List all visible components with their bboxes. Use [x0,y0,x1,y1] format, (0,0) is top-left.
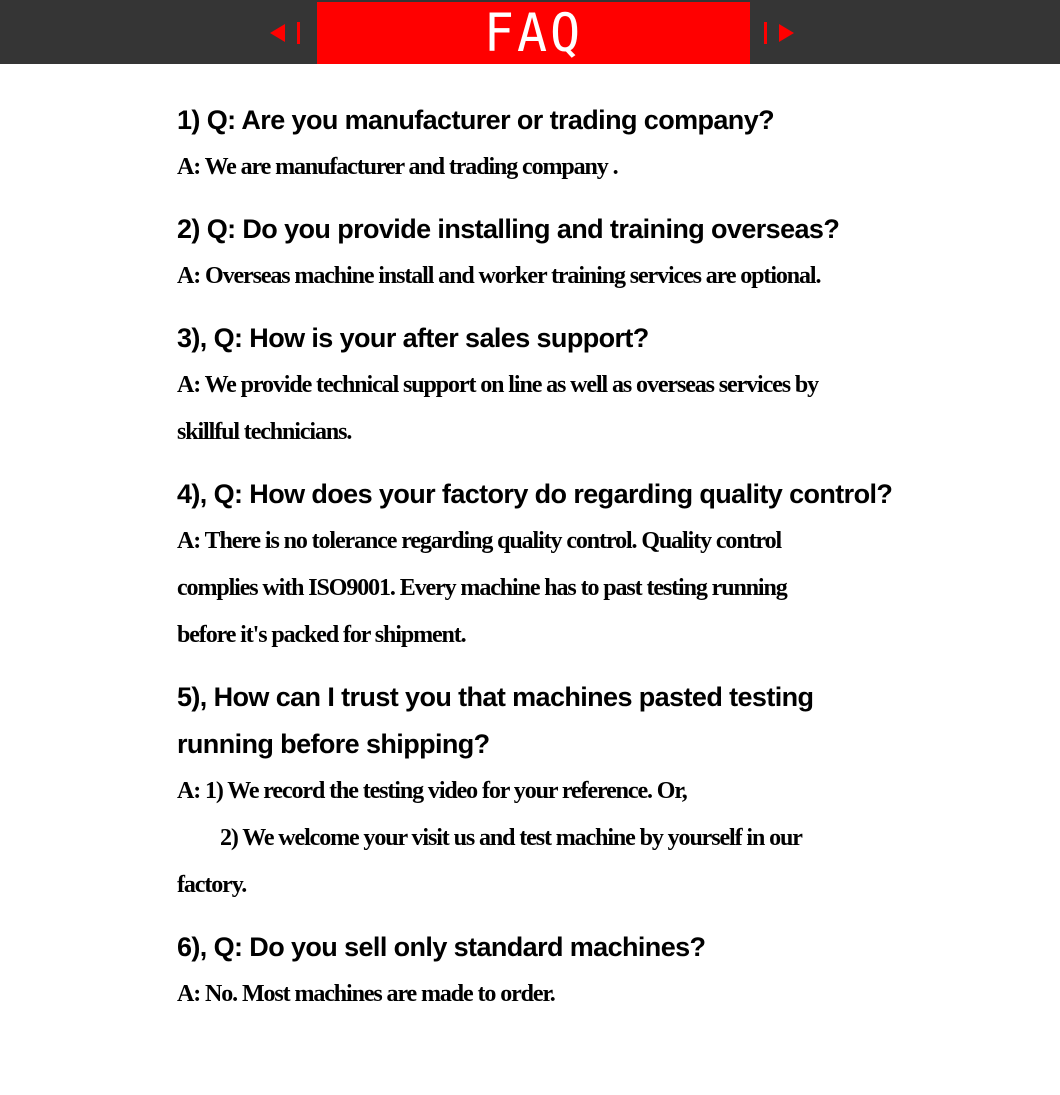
next-arrow-icon [764,22,794,44]
title-banner [317,2,750,64]
faq-question-line: running before shipping? [177,729,490,759]
faq-item-3 [177,315,1017,456]
faq-item-4 [177,471,1017,659]
faq-answer: A: No. Most machines are made to order. [177,981,555,1007]
faq-question: 4), Q: How does your factory do regarding quality control? [177,479,893,509]
faq-answer: A: 1) We record the testing video for your reference. Or, [177,778,687,804]
faq-answer-line: skillful technicians. [177,419,352,445]
prev-arrow-icon [270,22,300,44]
faq-answer-line: complies with ISO9001. Every machine has to past testing running [177,575,787,601]
header-bar [0,0,1060,64]
faq-answer: A: We are manufacturer and trading company . [177,154,618,180]
faq-question: 1) Q: Are you manufacturer or trading company? [177,105,774,135]
faq-question: 5), How can I trust you that machines pasted testing [177,682,814,712]
faq-answer: A: There is no tolerance regarding quality control. Quality control [177,528,782,554]
page-title: FAQ [483,2,584,64]
faq-answer-line: before it's packed for shipment. [177,622,466,648]
faq-item-5 [177,674,1017,909]
faq-item-2 [177,206,1017,300]
faq-answer: A: We provide technical support on line as well as overseas services by [177,372,818,398]
faq-answer-line: factory. [177,872,247,898]
faq-item-1 [177,97,1017,191]
faq-answer: A: Overseas machine install and worker training services are optional. [177,263,821,289]
faq-answer-line: 2) We welcome your visit us and test machine by yourself in our [220,825,802,851]
faq-list [177,97,1017,1033]
faq-question: 3), Q: How is your after sales support? [177,323,649,353]
faq-question: 6), Q: Do you sell only standard machines? [177,932,706,962]
faq-item-6 [177,924,1017,1018]
faq-question: 2) Q: Do you provide installing and training overseas? [177,214,840,244]
